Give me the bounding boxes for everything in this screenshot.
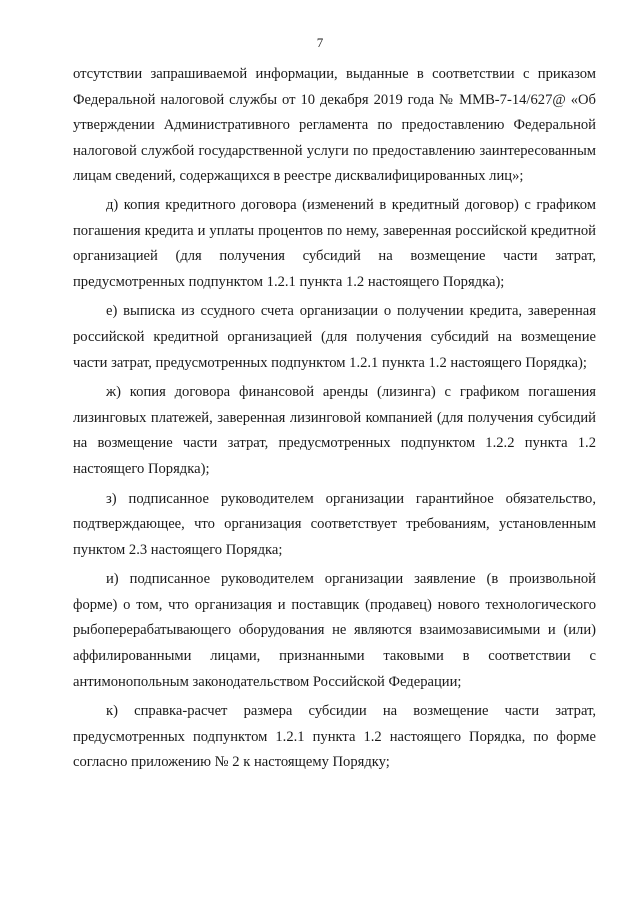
- page-number: 7: [316, 35, 324, 50]
- paragraph-item-d: д) копия кредитного договора (изменений в кредитный договор) с графиком погашения кредита и уплаты процентов по нему, заверенная российской кредитной организацией (для получения субсидий на возмещение части затрат, предусмотренных подпунктом 1.2.1 пункта 1.2 настоящего Порядка);: [73, 196, 596, 290]
- paragraph-item-zh: ж) копия договора финансовой аренды (лизинга) с графиком погашения лизинговых платежей, заверенная лизинговой компанией (для получения субсидий на возмещение части затрат, предусмотренных подпунктом 1.2.2 пункта 1.2 настоящего Порядка);: [73, 384, 596, 477]
- paragraph-continuation: отсутствии запрашиваемой информации, выданные в соответствии с приказом Федеральной налоговой службы от 10 декабря 2019 года № ММВ-7-14/627@ «Об утверждении Административного регламента по предоставлению Федеральной налоговой службой государственной услуги по предоставлению заинтересованным лицам сведений, содержащихся в реестре дисквалифицированных лиц»;: [73, 66, 596, 185]
- paragraph-item-z: з) подписанное руководителем организации гарантийное обязательство, подтверждающее, что организация соответствует требованиям, установленным пунктом 2.3 настоящего Порядка;: [73, 490, 596, 558]
- paragraph-item-e: е) выписка из ссудного счета организации о получении кредита, заверенная российской кредитной организацией (для получения субсидий на возмещение части затрат, предусмотренных подпунктом 1.2.1 пункта 1.2 настоящего Порядка);: [73, 303, 596, 371]
- document-body: [73, 62, 596, 780]
- paragraph-item-k: к) справка-расчет размера субсидии на возмещение части затрат, предусмотренных подпунктом 1.2.1 пункта 1.2 настоящего Порядка, по форме согласно приложению № 2 к настоящему Порядку;: [73, 703, 596, 771]
- paragraph-item-i: и) подписанное руководителем организации заявление (в произвольной форме) о том, что организация и поставщик (продавец) нового технологического рыбоперерабатывающего оборудования не являются взаимозависимыми и (или) аффилированными лицами, признанными таковыми в соответствии с антимонопольным законодательством Российской Федерации;: [73, 571, 596, 690]
